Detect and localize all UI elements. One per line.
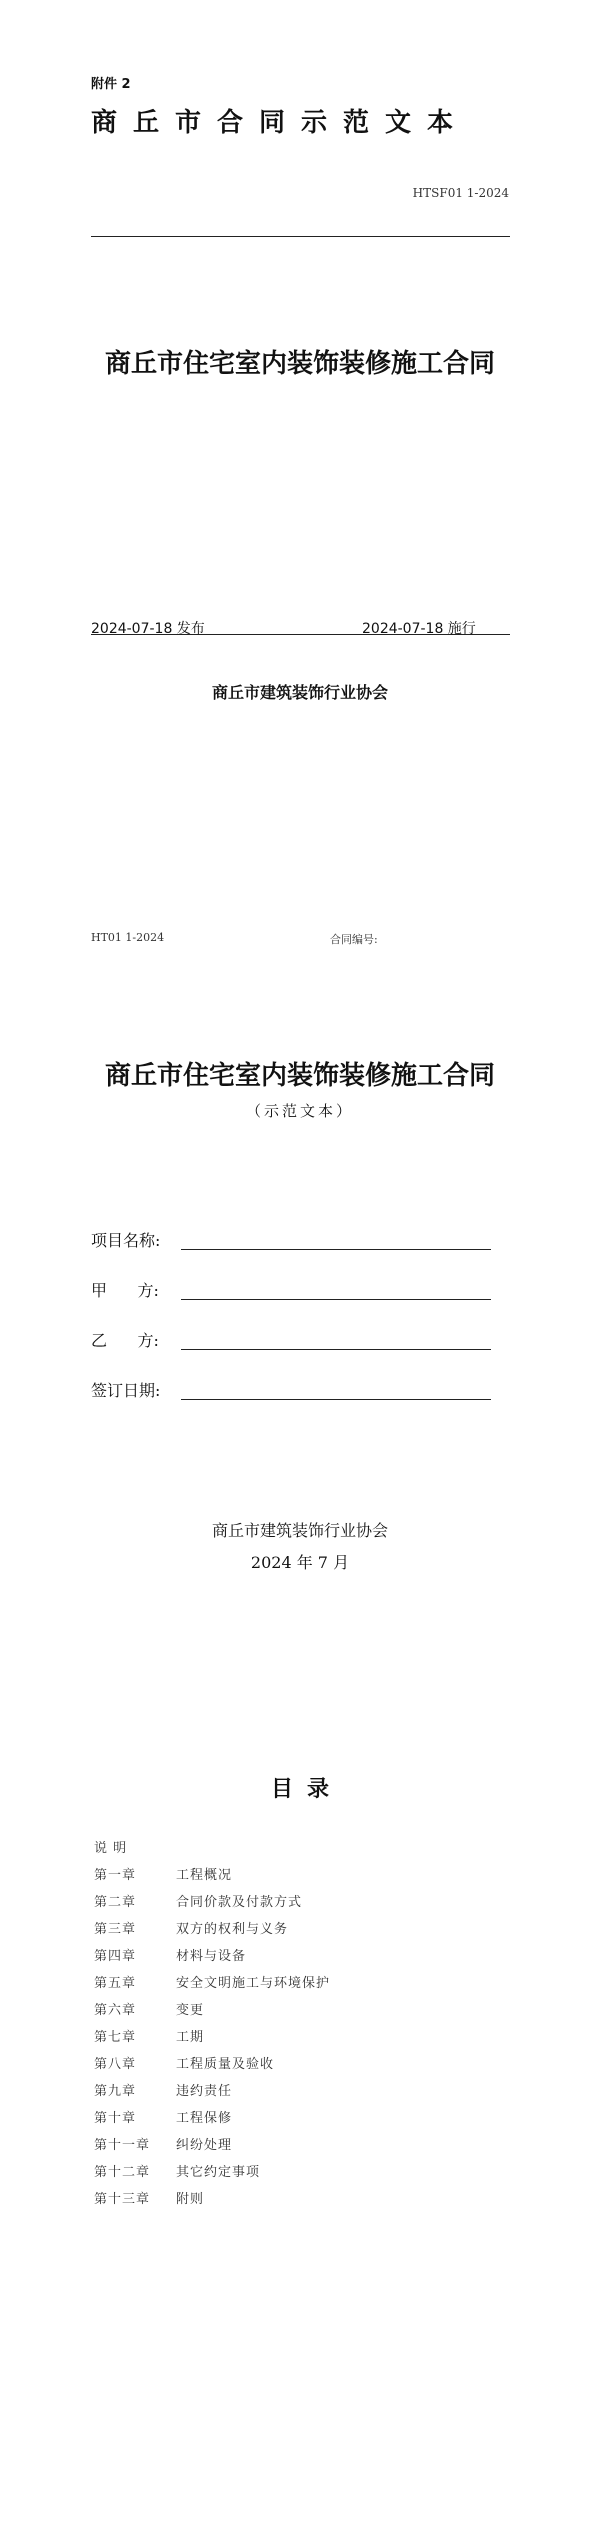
toc-item-number: 第十章 — [94, 2111, 137, 2126]
toc-item-number: 第三章 — [94, 1922, 137, 1937]
party-b-line — [181, 1349, 491, 1350]
contract-subtitle: （示范文本） — [245, 1102, 354, 1120]
cover-title: 商丘市住宅室内装饰装修施工合同 — [104, 349, 495, 379]
toc-item-name: 变更 — [176, 2003, 205, 2018]
cover-organization: 商丘市建筑装饰行业协会 — [211, 683, 388, 702]
toc-item-number: 第十一章 — [94, 2138, 151, 2153]
toc-item-name: 工程质量及验收 — [176, 2057, 275, 2072]
toc-item-name: 安全文明施工与环境保护 — [176, 1976, 331, 1991]
project-name-line — [181, 1249, 491, 1250]
attachment-label: 附件 2 — [91, 77, 131, 92]
issuer: 商丘市建筑装饰行业协会 — [211, 1521, 388, 1540]
toc-item-number: 说 明 — [94, 1841, 128, 1856]
toc-title: 目录 — [270, 1776, 343, 1802]
issue-date: 2024 年 7 月 — [250, 1553, 350, 1572]
toc-item-name: 纠纷处理 — [176, 2138, 233, 2153]
divider — [91, 236, 510, 237]
sign-date-line — [181, 1399, 491, 1400]
toc-item-number: 第九章 — [94, 2084, 137, 2099]
publish-date: 2024-07-18 发布 — [91, 621, 205, 637]
toc-item-number: 第十二章 — [94, 2165, 151, 2180]
toc-item-name: 工期 — [176, 2030, 205, 2045]
toc-item-name: 附则 — [176, 2192, 205, 2207]
toc-item-number: 第十三章 — [94, 2192, 151, 2207]
toc-item-name: 双方的权利与义务 — [176, 1922, 289, 1937]
series-title: 商丘市合同示范文本 — [91, 108, 470, 138]
toc-item-number: 第四章 — [94, 1949, 137, 1964]
toc-item-number: 第五章 — [94, 1976, 137, 1991]
toc-item-name: 工程保修 — [176, 2111, 233, 2126]
toc-item-number: 第六章 — [94, 2003, 137, 2018]
effective-date: 2024-07-18 施行 — [362, 621, 476, 637]
contract-title: 商丘市住宅室内装饰装修施工合同 — [104, 1061, 495, 1091]
toc-item-name: 合同价款及付款方式 — [176, 1895, 303, 1910]
toc-item-number: 第一章 — [94, 1868, 137, 1883]
party-a-label: 甲 方: — [91, 1281, 159, 1300]
divider — [91, 634, 510, 635]
toc-item-number: 第八章 — [94, 2057, 137, 2072]
party-b-label: 乙 方: — [91, 1331, 159, 1350]
toc-item-name: 违约责任 — [176, 2084, 233, 2099]
party-a-line — [181, 1299, 491, 1300]
toc-item-number: 第二章 — [94, 1895, 137, 1910]
toc-item-name: 材料与设备 — [176, 1949, 247, 1964]
toc-item-number: 第七章 — [94, 2030, 137, 2045]
project-name-label: 项目名称: — [91, 1231, 161, 1250]
toc-item-name: 其它约定事项 — [176, 2165, 261, 2180]
standard-code: HTSF01 1-2024 — [412, 186, 509, 200]
contract-number-label: 合同编号: — [330, 933, 378, 946]
sign-date-label: 签订日期: — [91, 1381, 161, 1400]
contract-code: HT01 1-2024 — [91, 931, 165, 944]
toc-item-name: 工程概况 — [176, 1868, 233, 1883]
